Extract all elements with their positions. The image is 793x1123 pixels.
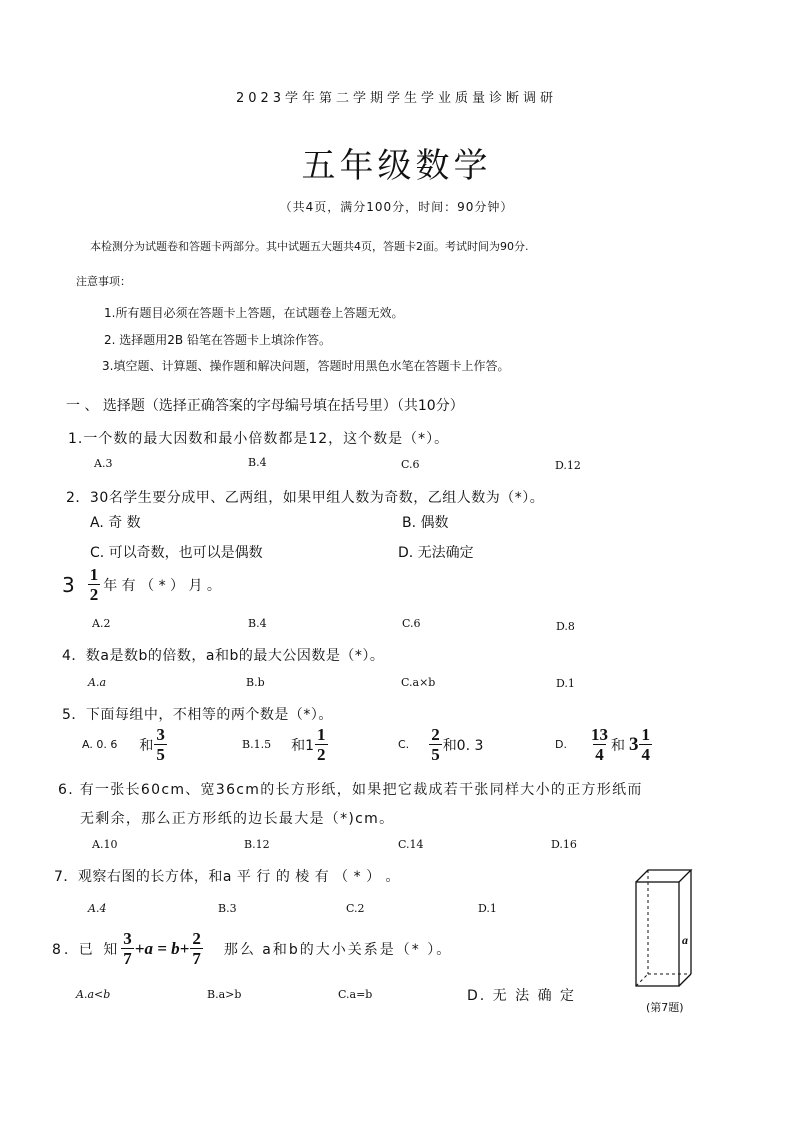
question-1: 1.一个数的最大因数和最小倍数都是12，这个数是（*）。 [68,431,450,447]
q8-prefix: 8. 已 知 [52,941,121,958]
q5-d-numerator: 13 [590,725,608,744]
q7-option-d: D.1 [478,902,497,915]
q8-fraction-1 [121,930,134,967]
q7-option-c: C.2 [346,902,365,915]
q8-option-c: C.a=b [338,988,373,1001]
q5-option-d-and: 和 [610,737,625,754]
q3-number: 3 [62,572,75,597]
q6-option-d: D.16 [551,838,577,851]
q5-d-denominator-2: 4 [641,745,650,764]
question-3 [62,566,221,603]
q8-numerator-1: 3 [123,929,132,948]
q3-fraction [88,566,101,603]
q6-option-c: C.14 [398,838,424,851]
page-title: 五年级数学 [301,146,492,186]
q5-option-c-label: C. [398,738,410,751]
figure-caption: (第7题) [646,1001,684,1014]
q5-option-d [555,726,653,763]
question-2: 2．30名学生要分成甲、乙两组，如果甲组人数为奇数，乙组人数为（*）。 [66,490,545,506]
q5-option-c-rest: 和0. 3 [442,737,484,754]
note-item-1: 1.所有题目必须在答题卡上答题，在试题卷上答题无效。 [104,306,404,320]
cuboid-bottom-right-edge [679,974,691,986]
q8-equation: +a = b+ [134,938,190,958]
q3-fraction-denominator: 2 [89,585,99,604]
q5-option-a [82,726,168,763]
exam-intro: 本检测分为试题卷和答题卡两部分。其中试题五大题共4页，答题卡2面。考试时间为90分. [90,240,529,253]
q5-option-a-label: A. 0. 6 [82,738,118,751]
q4-option-d: D.1 [556,677,575,690]
q7-option-a: A.4 [88,902,107,915]
q5-option-b-fraction [315,726,328,763]
q5-option-c [398,726,483,763]
note-item-3: 3.填空题、计算题、操作题和解决问题，答题时用黑色水笔在答题卡上作答。 [102,359,510,373]
cuboid-hidden-depth-edge [636,974,648,986]
q4-option-a: A.a [88,676,106,689]
q5-option-a-fraction [154,726,167,763]
q8-denominator-2: 7 [192,949,201,968]
q5-option-d-label: D. [555,738,567,751]
q5-option-d-fraction-1 [589,726,610,763]
question-5: 5．下面每组中，不相等的两个数是（*）。 [62,707,333,723]
q5-a-numerator: 3 [156,725,165,744]
q5-option-b-label: B.1.5 [242,738,272,751]
q2-option-b: B. 偶数 [402,515,449,531]
q4-option-b: B.b [246,676,265,689]
q2-option-a: A. 奇 数 [90,515,141,531]
q3-option-a: A.2 [92,617,111,630]
q5-b-numerator: 1 [317,725,326,744]
q8-fraction-2 [190,930,203,967]
question-6-line-1: 6. 有一张长60cm、宽36cm的长方形纸，如果把它裁成若干张同样大小的正方形纸而 [58,782,643,798]
q2-option-c: C. 可以奇数，也可以是偶数 [90,545,263,561]
q5-d-numerator-2: 1 [641,725,650,744]
note-item-2: 2. 选择题用2B 铅笔在答题卡上填涂作答。 [104,333,331,347]
q8-numerator-2: 2 [192,929,201,948]
notes-heading: 注意事项： [76,275,131,288]
q7-option-b: B.3 [218,902,237,915]
q3-option-b: B.4 [248,617,267,630]
q5-d-denominator: 4 [595,745,604,764]
exam-info: （共4页，满分100分，时间：90分钟） [279,200,514,214]
exam-subtitle: 2023学年第二学期学生学业质量诊断调研 [235,91,558,106]
q5-d-whole: 3 [628,733,639,755]
cuboid-figure [628,866,708,994]
cuboid-edge-label: a [682,933,688,947]
q8-option-a: A.a<b [76,988,111,1001]
q8-denominator-1: 7 [123,949,132,968]
q5-b-denominator: 2 [317,745,326,764]
question-7: 7．观察右图的长方体，和a 平 行 的 棱 有 （ * ） 。 [54,869,401,885]
q5-a-denominator: 5 [156,745,165,764]
q5-option-d-fraction-2 [639,726,652,763]
q1-option-d: D.12 [555,459,581,472]
q5-c-denominator: 5 [431,745,440,764]
cuboid-top-face [636,870,691,882]
q5-option-b [242,726,329,763]
q3-text: 年 有 （ * ） 月 。 [103,577,221,594]
q5-option-b-and: 和1 [291,737,314,754]
q1-option-c: C.6 [401,458,420,471]
q8-option-b: B.a>b [207,988,242,1001]
question-4: 4．数a是数b的倍数，a和b的最大公因数是（*）。 [62,648,385,664]
q2-option-d: D. 无法确定 [398,545,474,561]
q5-option-a-and: 和 [139,737,154,754]
q6-option-a: A.10 [92,838,118,851]
section-heading: 一 、 选择题（选择正确答案的字母编号填在括号里）（共10分） [66,398,464,414]
q3-fraction-numerator: 1 [89,565,99,584]
q8-option-d: D. 无 法 确 定 [467,988,577,1004]
q3-option-d: D.8 [556,620,575,633]
question-6-line-2: 无剩余，那么正方形纸的边长最大是（*)cm。 [80,811,395,827]
q5-option-c-fraction [429,726,442,763]
q1-option-a: A.3 [94,457,113,470]
question-8 [52,930,452,967]
q6-option-b: B.12 [244,838,270,851]
q1-option-b: B.4 [248,456,267,469]
cuboid-front-face [636,882,679,986]
q8-suffix: 那么 a和b的大小关系是（* ）。 [223,941,453,958]
q3-option-c: C.6 [402,617,421,630]
q5-c-numerator: 2 [431,725,440,744]
q4-option-c: C.a×b [401,676,436,689]
